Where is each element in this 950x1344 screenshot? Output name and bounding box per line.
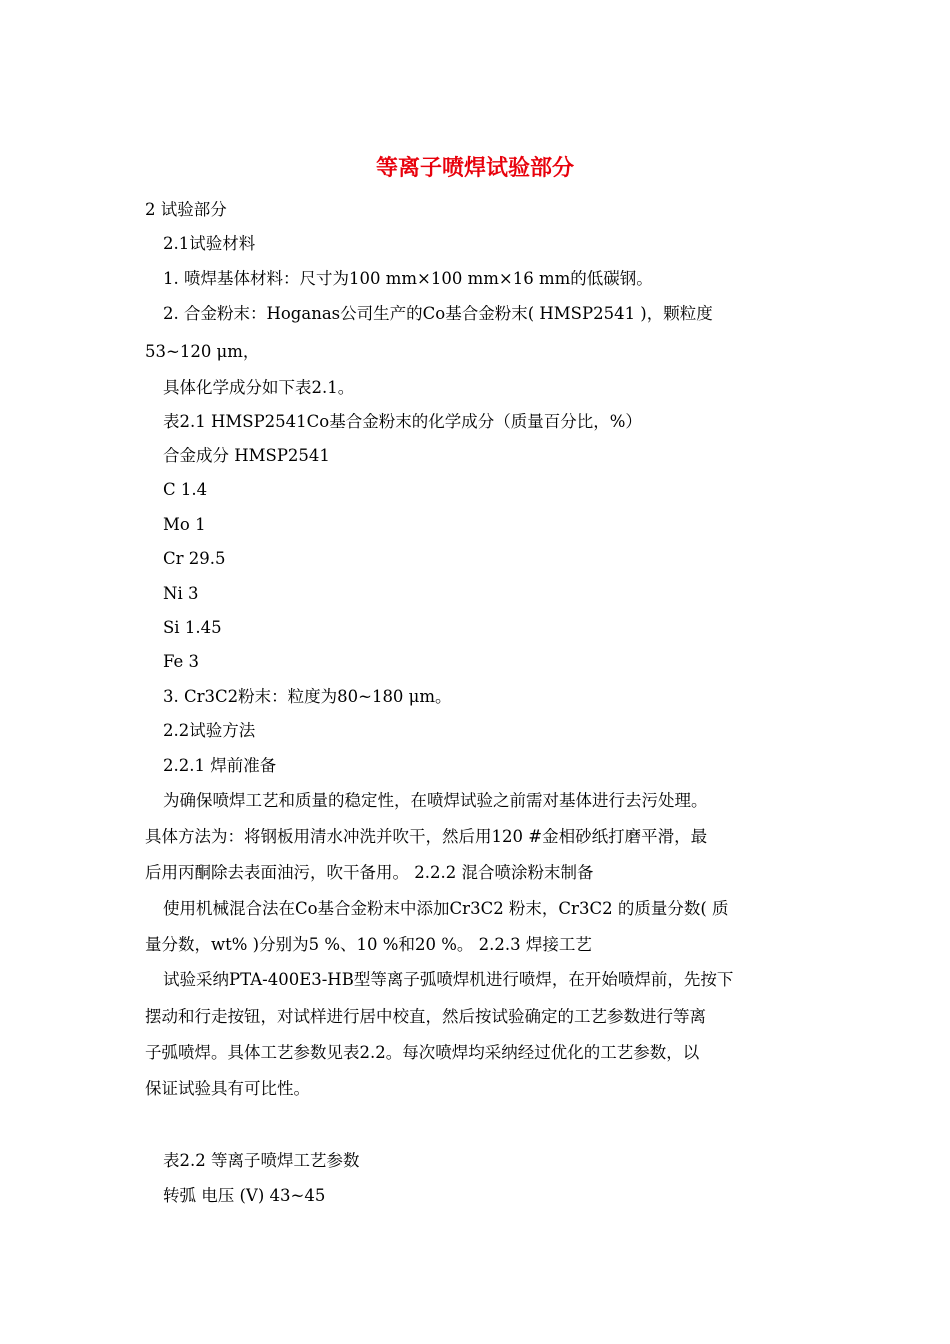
subsection-heading: 2.2.1 焊前准备	[163, 756, 277, 775]
paragraph-line: 量分数，wt% )分别为5 %、10 %和20 %。 2.2.3 焊接工艺	[145, 935, 592, 954]
paragraph-line: 保证试验具有可比性。	[145, 1079, 310, 1098]
paragraph-line: 子弧喷焊。具体工艺参数见表2.2。每次喷焊均采纳经过优化的工艺参数，以	[145, 1043, 700, 1062]
paragraph-line: 为确保喷焊工艺和质量的稳定性，在喷焊试验之前需对基体进行去污处理。	[163, 791, 708, 810]
paragraph-line: 摆动和行走按钮，对试样进行居中校直，然后按试验确定的工艺参数进行等离	[145, 1007, 706, 1026]
subsection-heading: 2.1试验材料	[163, 234, 256, 253]
document-title: 等离子喷焊试验部分	[375, 155, 574, 181]
table-row: C 1.4	[163, 480, 208, 499]
paragraph-line: 具体方法为：将钢板用清水冲洗并吹干，然后用120 #金相砂纸打磨平滑，最	[145, 827, 708, 846]
subsection-heading: 2.2试验方法	[163, 721, 256, 740]
table-row: Si 1.45	[163, 618, 222, 637]
table-row: Fe 3	[163, 652, 200, 671]
paragraph-line: 试验采纳PTA-400E3-HB型等离子弧喷焊机进行喷焊，在开始喷焊前，先按下	[163, 970, 734, 989]
table-caption: 表2.2 等离子喷焊工艺参数	[163, 1151, 360, 1170]
list-item: 1. 喷焊基体材料：尺寸为100 mm×100 mm×16 mm的低碳钢。	[163, 269, 653, 288]
list-item: 2. 合金粉末：Hoganas公司生产的Co基合金粉末( HMSP2541 )，颗粒度	[163, 304, 713, 323]
table-row: 转弧 电压 (V) 43~45	[163, 1186, 326, 1205]
list-item: 3. Cr3C2粉末：粒度为80~180 μm。	[163, 687, 452, 706]
table-row: Cr 29.5	[163, 549, 226, 568]
table-row: 合金成分 HMSP2541	[163, 446, 330, 465]
table-row: Ni 3	[163, 584, 199, 603]
table-row: Mo 1	[163, 515, 206, 534]
paragraph-line: 使用机械混合法在Co基合金粉末中添加Cr3C2 粉末，Cr3C2 的质量分数( 质	[163, 899, 729, 918]
table-caption: 表2.1 HMSP2541Co基合金粉末的化学成分（质量百分比，%）	[163, 412, 642, 431]
section-heading: 2 试验部分	[145, 200, 227, 219]
text-line: 具体化学成分如下表2.1。	[163, 378, 355, 397]
text-line: 53~120 μm，	[145, 342, 260, 361]
paragraph-line: 后用丙酮除去表面油污，吹干备用。 2.2.2 混合喷涂粉末制备	[145, 863, 594, 882]
